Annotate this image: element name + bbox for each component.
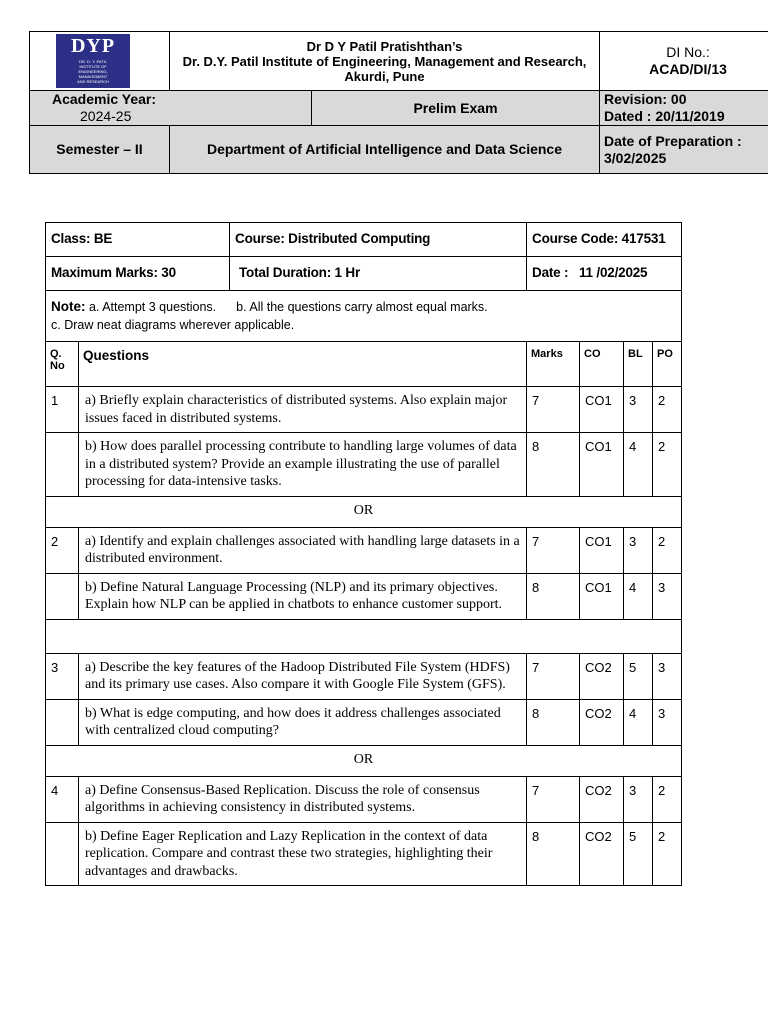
question-co: CO2 (580, 822, 624, 886)
co-header: CO (580, 342, 624, 387)
question-bl: 3 (624, 776, 653, 822)
question-po: 2 (653, 822, 682, 886)
marks-header: Marks (527, 342, 580, 387)
or-label: OR (46, 745, 682, 776)
meta-row-2 (46, 257, 682, 291)
question-number: 4 (46, 776, 79, 822)
blank-separator-row (46, 619, 682, 653)
question-paper-table (45, 222, 682, 886)
question-co: CO1 (580, 527, 624, 573)
note-row (46, 291, 682, 342)
question-row (46, 433, 682, 497)
question-row (46, 387, 682, 433)
meta-row-1 (46, 223, 682, 257)
question-co: CO2 (580, 653, 624, 699)
question-co: CO1 (580, 433, 624, 497)
logo-subtext: DR. D. Y. PATIL INSTITUTE OF ENGINEERING, MANAGEMENT AND RESEARCH (77, 59, 109, 84)
question-bl: 4 (624, 573, 653, 619)
question-marks: 8 (527, 822, 580, 886)
question-bl: 4 (624, 699, 653, 745)
note (46, 291, 682, 342)
di-number (600, 32, 768, 91)
question-text: b) What is edge computing, and how does it address challenges associated with centralized cloud computing? (79, 699, 527, 745)
trust-name: Dr D Y Patil Pratishthan’s (306, 38, 463, 54)
duration: Total Duration: 1 Hr (230, 257, 527, 291)
question-text: a) Briefly explain characteristics of distributed systems. Also explain major issues faced in distributed systems. (79, 387, 527, 433)
logo-text: DYP (70, 35, 116, 57)
bl-header: BL (624, 342, 653, 387)
course-label: Course: Distributed Computing (230, 223, 527, 257)
preparation-value: 3/02/2025 (604, 149, 667, 166)
question-po: 3 (653, 699, 682, 745)
preparation-label: Date of Preparation : (604, 132, 742, 149)
question-row (46, 573, 682, 619)
question-row (46, 699, 682, 745)
institute-name: Dr. D.Y. Patil Institute of Engineering, Management and Research, (182, 53, 587, 69)
exam-name: Prelim Exam (312, 91, 600, 126)
question-co: CO2 (580, 699, 624, 745)
qno-header: Q. No (46, 342, 79, 387)
question-bl: 5 (624, 653, 653, 699)
question-po: 3 (653, 653, 682, 699)
question-number: 3 (46, 653, 79, 699)
department: Department of Artificial Intelligence and Data Science (170, 126, 600, 174)
class-label: Class: BE (46, 223, 230, 257)
question-bl: 4 (624, 433, 653, 497)
column-header-row (46, 342, 682, 387)
question-text: b) How does parallel processing contribute to handling large volumes of data in a distributed system? Provide an example illustrating the use of parallel processing for data-intensive tasks. (79, 433, 527, 497)
question-marks: 7 (527, 653, 580, 699)
question-marks: 7 (527, 387, 580, 433)
question-row (46, 527, 682, 573)
academic-year-value: 2024-25 (80, 108, 132, 124)
date-label: Date (532, 265, 561, 280)
question-number: 1 (46, 387, 79, 433)
logo-cell (30, 32, 170, 91)
note-label: Note: (51, 299, 86, 314)
institute-title (170, 32, 600, 91)
question-text: b) Define Eager Replication and Lazy Replication in the context of data replication. Compare and contrast these two strategies, highlighting their advantages and drawbacks. (79, 822, 527, 886)
note-a: a. Attempt 3 questions. (88, 300, 217, 314)
po-header: PO (653, 342, 682, 387)
question-bl: 3 (624, 527, 653, 573)
questions-header: Questions (79, 342, 527, 387)
question-bl: 3 (624, 387, 653, 433)
dyp-logo (56, 34, 130, 88)
question-po: 2 (653, 527, 682, 573)
question-marks: 7 (527, 527, 580, 573)
max-marks: Maximum Marks: 30 (46, 257, 230, 291)
or-label: OR (46, 496, 682, 527)
question-co: CO1 (580, 573, 624, 619)
question-text: b) Define Natural Language Processing (NLP) and its primary objectives. Explain how NLP can be applied in chatbots to enhance customer support. (79, 573, 527, 619)
question-number: 2 (46, 527, 79, 573)
question-number (46, 433, 79, 497)
course-code: Course Code: 417531 (527, 223, 682, 257)
question-text: a) Describe the key features of the Hadoop Distributed File System (HDFS) and its primary use cases. Also compare it with Google File System (GFS). (79, 653, 527, 699)
preparation-date (600, 126, 768, 174)
revision-info (600, 91, 768, 126)
note-b: b. All the questions carry almost equal marks. (236, 300, 488, 314)
question-po: 3 (653, 573, 682, 619)
institute-location: Akurdi, Pune (344, 68, 425, 84)
question-number (46, 822, 79, 886)
di-value: ACAD/DI/13 (649, 61, 727, 77)
revision: Revision: 00 (604, 91, 687, 107)
question-co: CO1 (580, 387, 624, 433)
question-marks: 8 (527, 573, 580, 619)
question-co: CO2 (580, 776, 624, 822)
question-po: 2 (653, 433, 682, 497)
revision-date: Dated : 20/11/2019 (604, 108, 725, 124)
question-marks: 8 (527, 699, 580, 745)
di-label: DI No.: (666, 44, 710, 60)
semester: Semester – II (30, 126, 170, 174)
exam-date (527, 257, 682, 291)
question-row (46, 822, 682, 886)
question-row (46, 653, 682, 699)
question-row (46, 776, 682, 822)
or-row (46, 745, 682, 776)
question-marks: 8 (527, 433, 580, 497)
date-value: : 11 /02/2025 (564, 265, 648, 280)
academic-year-label: Academic Year: (52, 91, 157, 107)
question-bl: 5 (624, 822, 653, 886)
question-po: 2 (653, 387, 682, 433)
question-text: a) Identify and explain challenges associated with handling large datasets in a distributed environment. (79, 527, 527, 573)
institute-header (29, 31, 768, 174)
question-text: a) Define Consensus-Based Replication. Discuss the role of consensus algorithms in achieving consistency in distributed systems. (79, 776, 527, 822)
question-number (46, 573, 79, 619)
note-c: c. Draw neat diagrams wherever applicable. (51, 318, 295, 332)
question-po: 2 (653, 776, 682, 822)
or-row (46, 496, 682, 527)
question-number (46, 699, 79, 745)
academic-year (30, 91, 312, 126)
question-marks: 7 (527, 776, 580, 822)
